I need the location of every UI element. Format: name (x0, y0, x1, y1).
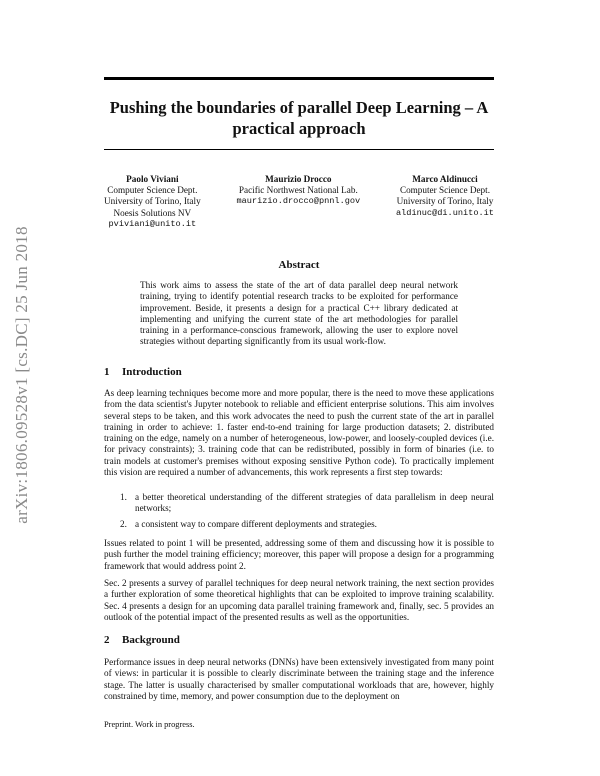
title-bottom-rule (104, 149, 494, 150)
section-number: 1 (104, 366, 110, 378)
intro-paragraph-3: Sec. 2 presents a survey of parallel techniques for deep neural network training, the next section provides a further exploration of some theoretical highlights that can be exploited to improve training scalability. Sec. 4 presents a design for an upcoming data parallel training framework and, finally, sec. 5 provides an outlook of the potential impact of the presented results as well as the opportunities. (104, 578, 494, 622)
arxiv-identifier-text: arXiv:1806.09528v1 [cs.DC] 25 Jun 2018 (12, 226, 32, 524)
intro-paragraph-2: Issues related to point 1 will be presented, addressing some of them and discussing how it is possible to push further the model training efficiency; moreover, this paper will propose a design for a programming framework that would address point 2. (104, 538, 494, 571)
author-affiliation: University of Torino, Italy (396, 196, 494, 207)
author-viviani (104, 174, 201, 230)
title-top-rule (104, 77, 494, 80)
author-affiliation: University of Torino, Italy (104, 196, 201, 207)
section-heading-introduction (104, 366, 182, 378)
list-marker: 1. (120, 492, 127, 502)
section-heading-background (104, 634, 180, 646)
paper-title: Pushing the boundaries of parallel Deep Learning – A practical approach (109, 98, 489, 138)
list-item (120, 492, 494, 515)
section-title: Introduction (122, 366, 182, 378)
list-marker: 2. (120, 518, 127, 529)
author-drocco (236, 174, 360, 230)
author-affiliation: Pacific Northwest National Lab. (238, 185, 358, 196)
author-block (104, 174, 494, 230)
background-paragraph-1: Performance issues in deep neural networks (DNNs) have been extensively investigated from many point of views: in particular it is possible to clearly discriminate between the training stage and the inference stage. The latter is usually characterised by smaller computational workloads that are, however, highly constrained by time, memory, and power consumption due to the deployment on (104, 657, 494, 701)
abstract-heading: Abstract (278, 259, 320, 271)
author-aldinucci (396, 174, 494, 230)
list-text: a consistent way to compare different deployments and strategies. (135, 518, 377, 529)
arxiv-identifier (2, 200, 42, 550)
section-title: Background (122, 634, 180, 646)
author-affiliation: Computer Science Dept. (399, 185, 491, 196)
author-email: aldinuc@di.unito.it (395, 207, 494, 218)
intro-list (120, 492, 494, 534)
preprint-footnote: Preprint. Work in progress. (104, 720, 195, 729)
author-email: maurizio.drocco@pnnl.gov (236, 196, 361, 207)
author-name: Maurizio Drocco (265, 174, 332, 184)
author-affiliation: Computer Science Dept. (107, 185, 198, 196)
section-number: 2 (104, 634, 110, 646)
list-item (120, 519, 494, 530)
intro-paragraph-1: As deep learning techniques become more and more popular, there is the need to move these applications from the data scientist's Jupyter notebook to reliable and efficient enterprise solutions. This aim involves several steps to be taken, and this work advocates the need to push the current state of the art in parallel training in order to achieve: 1. faster end-to-end training for large production datasets; 2. distributed training on the edge, namely on a number of heterogeneous, low-power, and loosely-coupled devices (i.e. for privacy constraints); 3. training code that can be redistributed, possibly in form of binaries (i.e. to train models at customer's premises without exposing sensitive Python code). To practically implement this vision are required a number of advancements, this work represents a first step towards: (104, 388, 494, 478)
author-name: Paolo Viviani (126, 174, 179, 184)
abstract-body: This work aims to assess the state of the art of data parallel deep neural network training, trying to identify potential research tracks to be exploited for performance improvement. Beside, it presents a design for a practical C++ library dedicated at implementing and unifying the current state of the art methodologies for parallel training in a performance-conscious framework, allowing the user to explore novel strategies without departing significantly from its usual work-flow. (140, 280, 458, 347)
author-affiliation: Noesis Solutions NV (113, 207, 192, 218)
list-text: a better theoretical understanding of the different strategies of data parallelism in deep neural networks; (135, 492, 494, 514)
author-email: pviviani@unito.it (108, 218, 197, 229)
author-name: Marco Aldinucci (412, 174, 478, 184)
